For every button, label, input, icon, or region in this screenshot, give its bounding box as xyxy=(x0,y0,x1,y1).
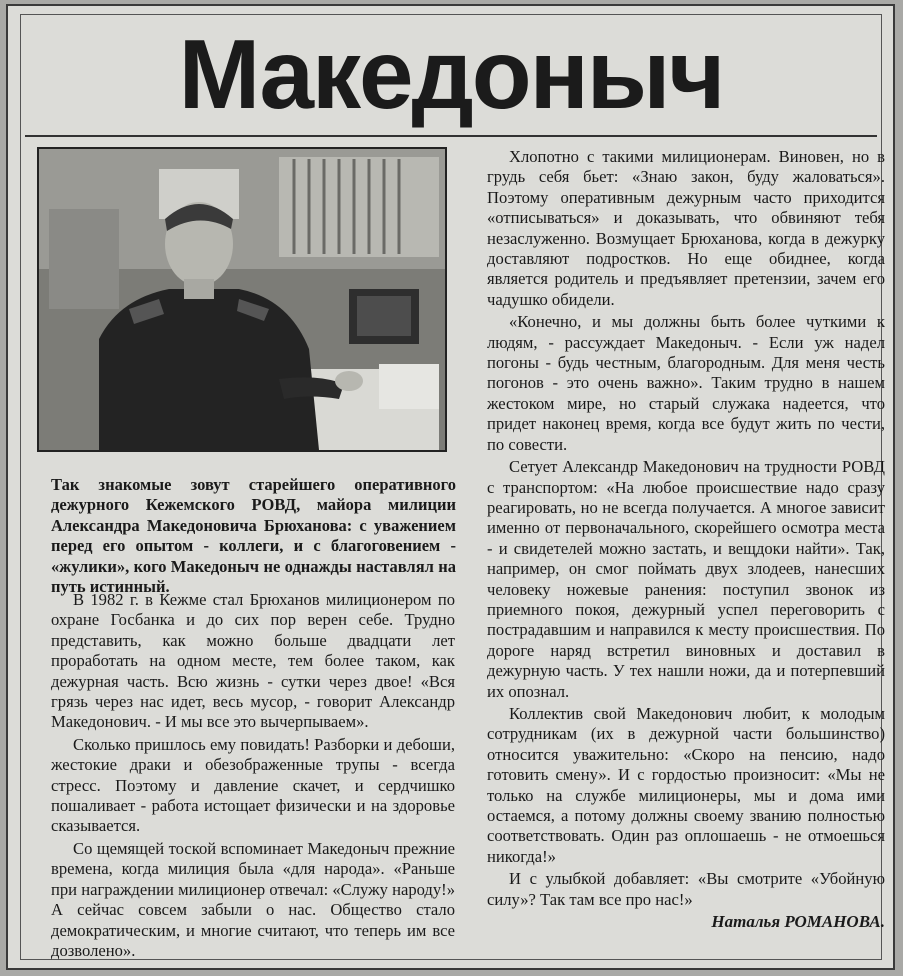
paragraph: «Конечно, и мы должны быть более чуткими к людям, - рассуждает Македоныч. - Если уж надел погоны - будь честным, благородным. Для меня честь погонов - это очень важно». Таким трудно в нашем жестоком мире, но старый служака надеется, что придет наконец время, когда все будут жить по чести, по совести. xyxy=(487,312,885,454)
author-byline: Наталья РОМАНОВА. xyxy=(711,912,885,932)
paragraph: В 1982 г. в Кежме стал Брюханов милиционером по охране Госбанка и до сих пор верен себе. Трудно представить, как можно больше двадцати лет проработать на одном месте, тем более таком, как дежурная часть. Всю жизнь - сутки через двое! «Вся грязь через нас идет, весь мусор, - говорит Александр Македонович. - И мы все это вычерпываем». xyxy=(51,590,455,732)
left-column xyxy=(51,590,455,963)
article-headline: Македоныч xyxy=(178,19,724,129)
paragraph: Коллектив свой Македонович любит, к молодым сотрудникам (их в дежурной части большинство) относится уважительно: «Скоро на пенсию, надо готовить смену». И с гордостью произносит: «Мы не только на службе милиционеры, мы и дома ими остаемся, а потому должны своему званию полностью соответствовать. Один раз оплошаешь - не отмоешься никогда!» xyxy=(487,703,885,866)
article-frame xyxy=(20,14,885,960)
paragraph: Со щемящей тоской вспоминает Македоныч прежние времена, когда милиция была «для народа». «Раньше при награждении милиционер отвечал: «Служу народу!» А сейчас совсем забыли о нас. Общество стало демократическим, и многие считают, что теперь им все дозволено». xyxy=(51,838,455,960)
newspaper-page xyxy=(6,4,895,970)
officer-photo-illustration xyxy=(39,149,445,450)
paragraph: Хлопотно с такими милиционерам. Виновен, но в грудь себя бьет: «Знаю закон, буду жаловаться». Поэтому оперативным дежурным часто приходится «отписываться» и доказывать, что обвиняют тебя незаслуженно. Возмущает Брюханова, когда в дежурку доставляют подростков. Но еще обиднее, когда является родитель и предъявляет претензии, зачем его чадушко обидели. xyxy=(487,147,885,309)
paragraph: Сколько пришлось ему повидать! Разборки и дебоши, жестокие драки и обезображенные трупы - всегда стресс. Поэтому и давление скачет, и сердчишко пошаливает - работа истощает физически и на здоровье сказывается. xyxy=(51,734,455,836)
right-column xyxy=(487,147,885,934)
headline-rule xyxy=(25,135,877,137)
portrait-photo xyxy=(37,147,447,452)
photo-caption: Так знакомые зовут старейшего оперативного дежурного Кежемского РОВД, майора милиции Александра Македоновича Брюханова: с уважением перед его опытом - коллеги, и с благоговением - «жулики», кого Македоныч не однажды наставлял на путь истинный. xyxy=(51,475,456,597)
paragraph: И с улыбкой добавляет: «Вы смотрите «Убойную силу»? Так там все про нас!» xyxy=(487,869,885,909)
paragraph: Сетует Александр Македонович на трудности РОВД с транспортом: «На любое происшествие надо сразу реагировать, но не всегда получается. А многое зависит именно от первоначального, скорейшего осмотра места - и свидетелей можно застать, и вещдоки найти». Так, например, он смог поймать двух злодеев, нанесших человеку ножевые ранения: поступил звонок из приемного покоя, дежурный успел переговорить с пострадавшим и направился к месту происшествия. По дороге наряд встретил виновных и доставил в дежурную часть. У тех нашли ножи, да и потерпевший их опознал. xyxy=(487,457,885,701)
